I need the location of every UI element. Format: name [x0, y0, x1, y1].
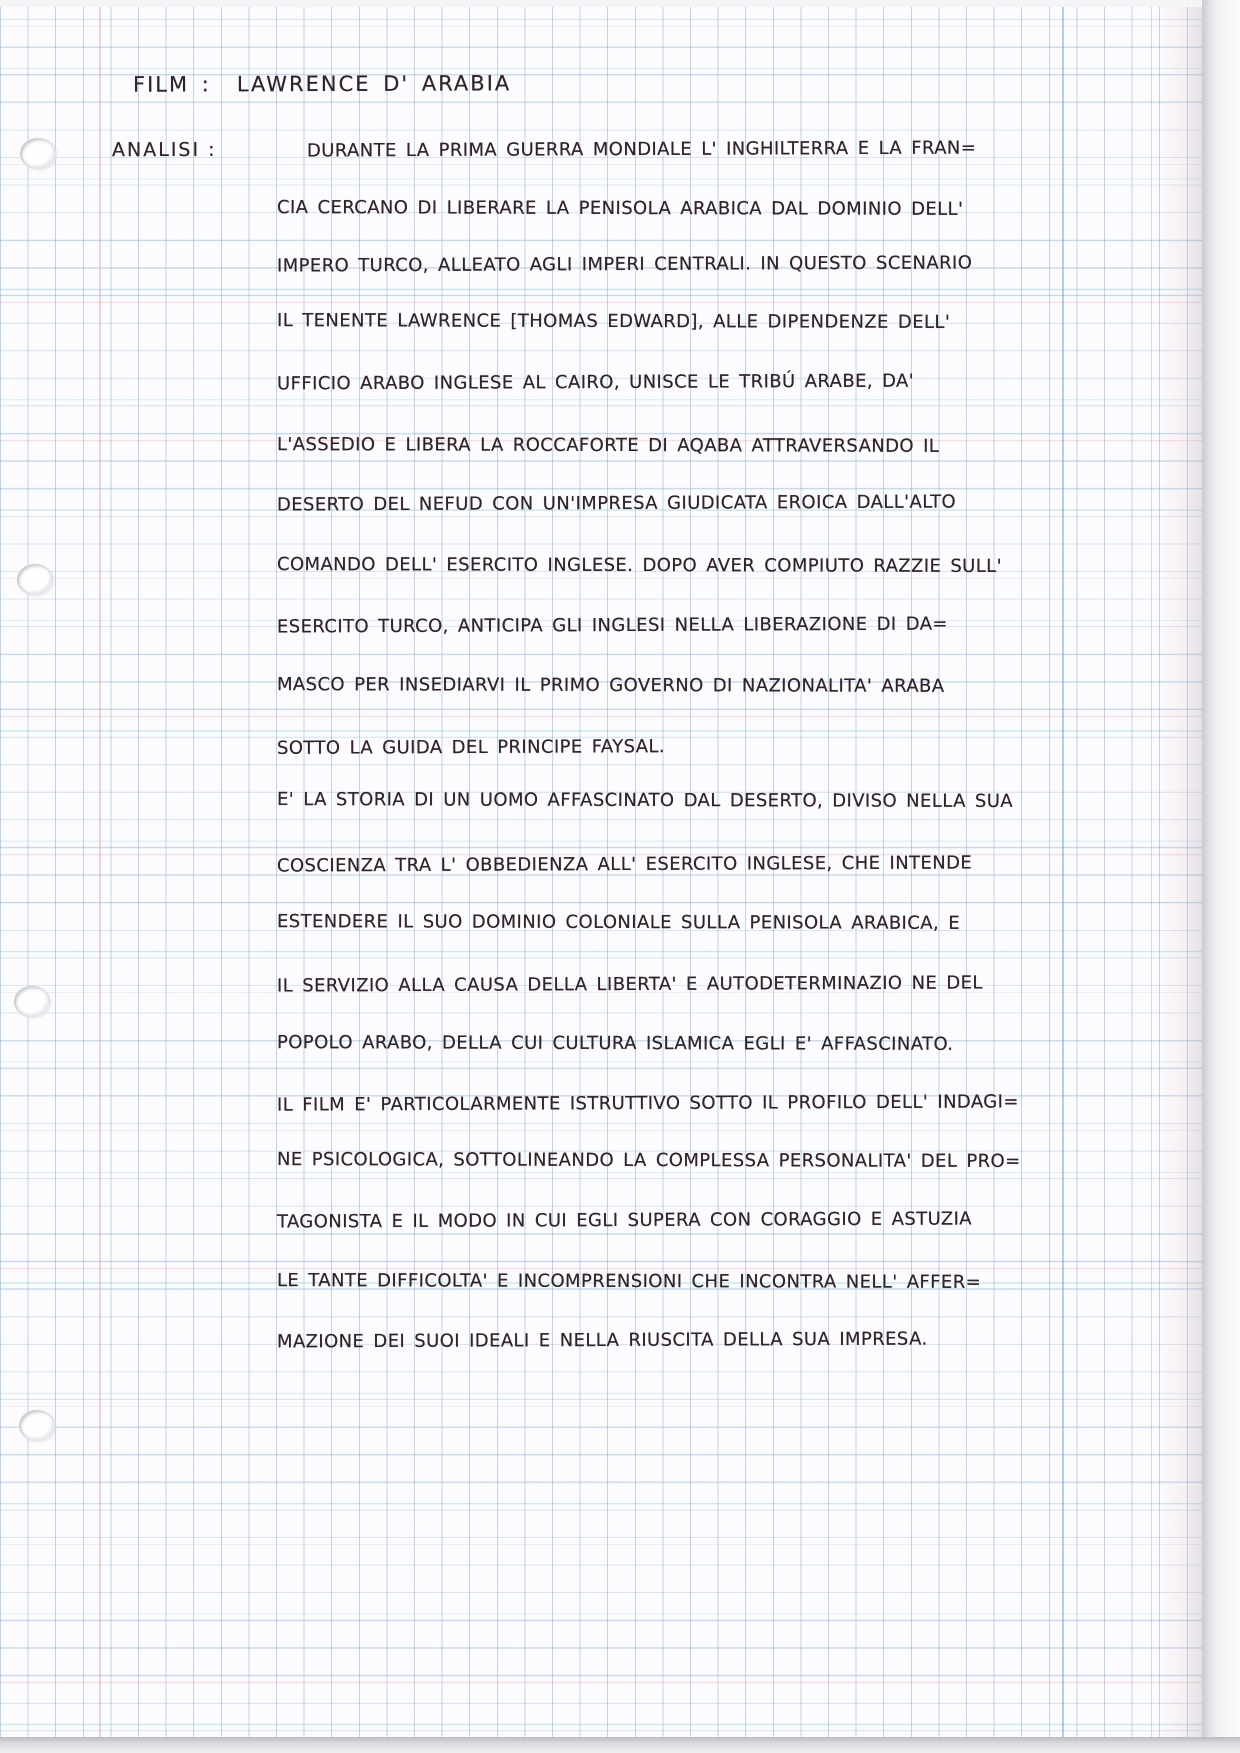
handwritten-line-18: NE PSICOLOGICA, SOTTOLINEANDO LA COMPLESSA PERSONALITA' DEL PRO= [276, 1149, 1021, 1172]
handwritten-line-15: IL SERVIZIO ALLA CAUSA DELLA LIBERTA' E AUTODETERMINAZIO NE DEL [276, 972, 983, 997]
handwritten-line-14: ESTENDERE IL SUO DOMINIO COLONIALE SULLA PENISOLA ARABICA, E [276, 911, 961, 934]
punch-hole-1 [20, 138, 56, 169]
paper-edge-shading [1157, 6, 1203, 1740]
punch-hole-3 [14, 986, 50, 1017]
handwritten-line-6: L'ASSEDIO E LIBERA LA ROCCAFORTE DI AQABA ATTRAVERSANDO IL [276, 434, 940, 457]
film-label: FILM : [132, 72, 211, 97]
handwritten-line-19: TAGONISTA E IL MODO IN CUI EGLI SUPERA CON CORAGGIO E ASTUZIA [276, 1208, 973, 1233]
handwritten-line-2: CIA CERCANO DI LIBERARE LA PENISOLA ARABICA DAL DOMINIO DELL' [276, 197, 964, 220]
handwritten-line-9: ESERCITO TURCO, ANTICIPA GLI INGLESI NELLA LIBERAZIONE DI DA= [276, 613, 948, 638]
outer-margin-line [1151, 6, 1152, 1740]
film-title: LAWRENCE D' ARABIA [236, 71, 512, 97]
handwritten-line-7: DESERTO DEL NEFUD CON UN'IMPRESA GIUDICATA EROICA DALL'ALTO [276, 491, 957, 516]
handwritten-line-5: UFFICIO ARABO INGLESE AL CAIRO, UNISCE LE TRIBÚ ARABE, DA' [276, 370, 915, 395]
handwritten-line-16: POPOLO ARABO, DELLA CUI CULTURA ISLAMICA EGLI E' AFFASCINATO. [276, 1032, 954, 1055]
handwritten-line-8: COMANDO DELL' ESERCITO INGLESE. DOPO AVER COMPIUTO RAZZIE SULL' [276, 554, 1002, 577]
handwritten-line-21: MAZIONE DEI SUOI IDEALI E NELLA RIUSCITA DELLA SUA IMPRESA. [276, 1328, 928, 1353]
punch-hole-4 [19, 1410, 55, 1441]
handwritten-line-10: MASCO PER INSEDIARVI IL PRIMO GOVERNO DI NAZIONALITA' ARABA [276, 674, 945, 697]
punch-hole-2 [17, 564, 53, 595]
handwritten-line-4: IL TENENTE LAWRENCE [THOMAS EDWARD], ALLE DIPENDENZE DELL' [276, 310, 951, 333]
handwritten-line-20: LE TANTE DIFFICOLTA' E INCOMPRENSIONI CHE INCONTRA NELL' AFFER= [276, 1270, 982, 1293]
handwritten-line-11: SOTTO LA GUIDA DEL PRINCIPE FAYSAL. [276, 736, 666, 759]
analysis-label: ANALISI : [111, 138, 217, 162]
film-title-row [133, 71, 511, 96]
handwritten-line-17: IL FILM E' PARTICOLARMENTE ISTRUTTIVO SOTTO IL PROFILO DELL' INDAGI= [276, 1091, 1019, 1116]
left-margin-line [99, 6, 101, 1740]
handwritten-line-1: DURANTE LA PRIMA GUERRA MONDIALE L' INGHILTERRA E LA FRAN= [306, 137, 977, 162]
handwritten-line-13: COSCIENZA TRA L' OBBEDIENZA ALL' ESERCITO INGLESE, CHE INTENDE [276, 852, 973, 877]
scan-right-edge [1202, 0, 1240, 1753]
scan-bottom-edge [0, 1737, 1240, 1753]
squared-notebook-paper [0, 6, 1203, 1740]
right-margin-line [1062, 6, 1064, 1740]
handwritten-line-3: IMPERO TURCO, ALLEATO AGLI IMPERI CENTRALI. IN QUESTO SCENARIO [276, 252, 973, 277]
scan-top-edge [0, 0, 1240, 7]
handwritten-line-12: E' LA STORIA DI UN UOMO AFFASCINATO DAL DESERTO, DIVISO NELLA SUA [276, 789, 1014, 812]
